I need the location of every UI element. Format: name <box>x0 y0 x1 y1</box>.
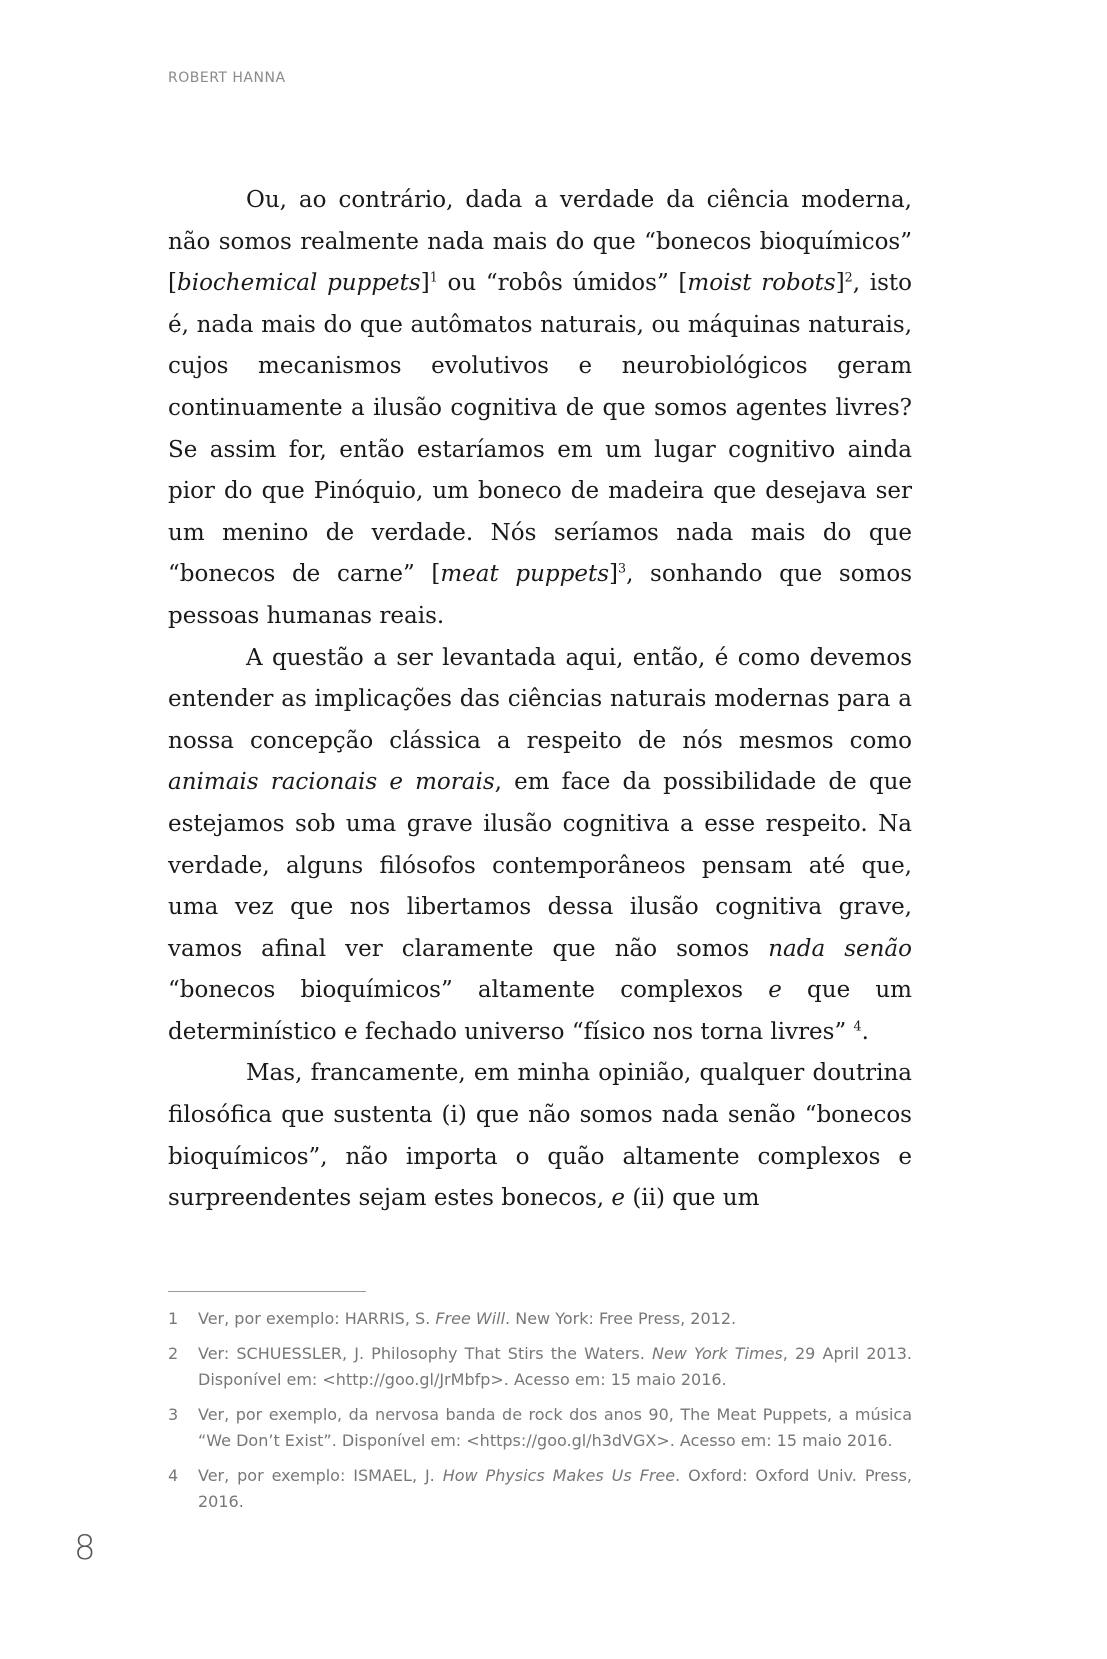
italic-text: e <box>611 1185 626 1212</box>
running-head: ROBERT HANNA <box>168 70 286 86</box>
footnote <box>168 1341 912 1393</box>
footnote <box>168 1306 912 1332</box>
paragraph <box>168 1053 912 1219</box>
text-run: , 29 April 2013. Disponível em: <http://goo.gl/JrMbfp>. Acesso em: 15 maio 2016. <box>198 1344 913 1389</box>
body-text <box>168 180 912 1220</box>
text-run: . New York: Free Press, 2012. <box>505 1309 737 1328</box>
text-run: ] <box>609 561 619 588</box>
text-run: Mas, francamente, em minha opinião, qualquer doutrina filosófica que sustenta (i) que não somos nada senão “bonecos bioquímicos”, não importa o quão altamente complexos e surpreendentes sejam estes bonecos, <box>168 1060 912 1212</box>
text-run: . <box>861 1018 869 1045</box>
footnote-ref: 2 <box>844 269 853 285</box>
text-run: que um determinístico e fechado universo “físico nos torna livres” <box>168 977 912 1045</box>
footnote-number: 4 <box>168 1466 179 1485</box>
italic-text: biochemical puppets <box>176 270 421 297</box>
text-run: . Oxford: Oxford Univ. Press, 2016. <box>198 1466 913 1511</box>
text-run: ] <box>835 270 845 297</box>
footnote-number: 3 <box>168 1405 179 1424</box>
footnote-text <box>198 1463 912 1515</box>
italic-text: How Physics Makes Us Free <box>442 1466 676 1485</box>
footnote <box>168 1402 912 1454</box>
text-run: A questão a ser levantada aqui, então, é como devemos entender as implicações das ciências naturais modernas para a nossa concepção clássica a respeito de nós mesmos como <box>168 644 912 754</box>
italic-text: e <box>768 977 782 1004</box>
text-run: Ver, por exemplo: HARRIS, S. <box>198 1309 436 1328</box>
text-run: , sonhando que somos pessoas humanas reais. <box>168 561 913 629</box>
page-number: 8 <box>74 1528 96 1568</box>
paragraph <box>168 180 912 638</box>
text-run: Ver: SCHUESSLER, J. Philosophy That Stirs the Waters. <box>198 1344 652 1363</box>
footnote-text <box>198 1402 912 1454</box>
text-run: , isto é, nada mais do que autômatos naturais, ou máquinas naturais, cujos mecanismos evolutivos e neurobiológicos geram continuamente a ilusão cognitiva de que somos agentes livres? Se assim for, então estaríamos em um lugar cognitivo ainda pior do que Pinóquio, um boneco de madeira que desejava ser um menino de verdade. Nós seríamos nada mais do que “bonecos de carne” [ <box>168 270 913 588</box>
footnote-ref: 1 <box>429 269 438 285</box>
italic-text: New York Times <box>651 1344 783 1363</box>
italic-text: animais racionais e morais <box>168 769 495 796</box>
text-run: (ii) que um <box>625 1185 760 1212</box>
text-run: Ou, ao contrário, dada a verdade da ciência moderna, não somos realmente nada mais do que “bonecos bioquímicos” [ <box>168 187 912 297</box>
italic-text: Free Will <box>435 1309 506 1328</box>
text-run: , em face da possibilidade de que estejamos sob uma grave ilusão cognitiva a esse respeito. Na verdade, alguns filósofos contemporâneos pensam até que, uma vez que nos libertamos dessa ilusão cognitiva grave, vamos afinal ver claramente que não somos <box>168 769 913 962</box>
text-run: Ver, por exemplo, da nervosa banda de rock dos anos 90, The Meat Puppets, a música “We Don’t Exist”. Disponível em: <https://goo.gl/h3dVGX>. Acesso em: 15 maio 2016. <box>198 1405 912 1450</box>
footnote-number: 1 <box>168 1309 179 1328</box>
text-run: ] <box>420 270 430 297</box>
footnote <box>168 1463 912 1515</box>
italic-text: nada senão <box>768 935 912 962</box>
text-run: Ver, por exemplo: ISMAEL, J. <box>198 1466 443 1485</box>
footnote-text <box>198 1341 912 1393</box>
text-run: “bonecos bioquímicos” altamente complexos <box>168 977 769 1004</box>
footnote-divider <box>168 1291 366 1292</box>
footnote-text <box>198 1306 912 1332</box>
footnotes <box>168 1306 912 1524</box>
footnote-ref: 3 <box>618 560 627 576</box>
italic-text: meat puppets <box>440 561 610 588</box>
paragraph <box>168 638 912 1054</box>
footnote-number: 2 <box>168 1344 179 1363</box>
footnote-ref: 4 <box>853 1018 862 1034</box>
italic-text: moist robots <box>687 270 836 297</box>
text-run: ou “robôs úmidos” [ <box>437 270 688 297</box>
